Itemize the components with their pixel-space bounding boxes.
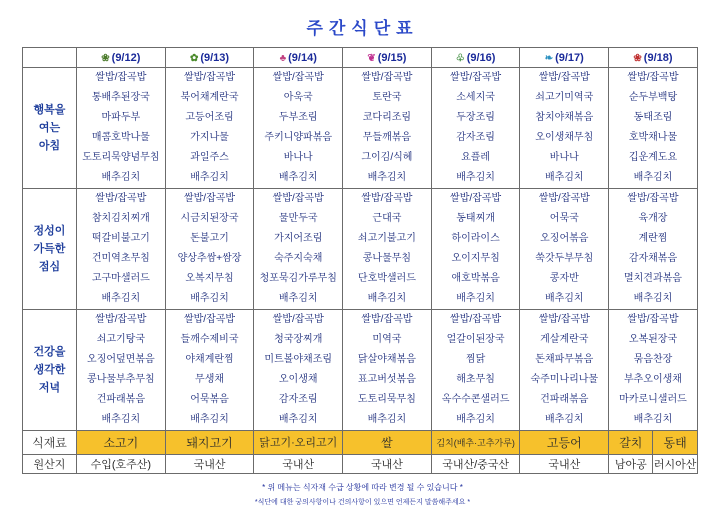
meal-label-line: 점심 — [38, 261, 61, 273]
menu-item: 배추김치 — [633, 293, 673, 304]
day-icon: ❦ — [367, 52, 376, 64]
menu-item: 청국장찌개 — [274, 334, 323, 345]
menu-item: 쇠고기불고기 — [357, 233, 416, 244]
menu-item: 오이지무침 — [451, 253, 500, 264]
day-date: (9/17) — [555, 51, 584, 64]
ingredient-cell: 김치(배추·고추가루) — [431, 431, 520, 455]
menu-item: 오이생채무침 — [535, 132, 594, 143]
menu-item: 하이라이스 — [451, 233, 500, 244]
menu-item: 배추김치 — [367, 414, 407, 425]
menu-item: 게살계란국 — [540, 334, 589, 345]
meal-cell — [343, 189, 432, 310]
menu-item: 오복된장국 — [628, 334, 678, 345]
menu-item: 콩나물무침 — [362, 253, 412, 264]
menu-item: 건파래볶음 — [540, 394, 589, 405]
menu-item: 쇠고기미역국 — [535, 92, 594, 103]
menu-change-note: * 위 메뉴는 식자재 수급 상황에 따라 변경 될 수 있습니다 * — [262, 483, 463, 492]
menu-item: 쌀밥/잡곡밥 — [95, 193, 147, 204]
menu-item: 쌀밥/잡곡밥 — [361, 193, 413, 204]
ingredient-row — [23, 431, 698, 455]
meal-label-line: 여는 — [38, 122, 61, 134]
menu-item: 어묵국 — [549, 213, 579, 224]
origin-cell: 국내산 — [343, 455, 432, 474]
menu-item: 오복지무침 — [185, 273, 234, 284]
origin-cell: 국내산 — [254, 455, 343, 474]
menu-item: 쌀밥/잡곡밥 — [450, 314, 502, 325]
weekly-menu-table — [22, 47, 698, 474]
menu-item: 묶음찬장 — [633, 354, 673, 365]
menu-item: 동태찌개 — [456, 213, 495, 224]
menu-item: 통배추된장국 — [91, 92, 150, 103]
origin-cell: 수입(호주산) — [77, 455, 166, 474]
ingredient-cell: 쌀 — [343, 431, 432, 455]
menu-item: 코다리조림 — [362, 112, 412, 123]
menu-item: 부추오이생채 — [623, 374, 682, 385]
menu-item: 단호박샐러드 — [357, 273, 416, 284]
day-date: (9/16) — [466, 51, 496, 64]
menu-item: 쌀밥/잡곡밥 — [538, 314, 590, 325]
menu-item: 건파래볶음 — [96, 394, 145, 405]
meal-label-line: 아침 — [38, 140, 61, 152]
menu-item: 호박채나물 — [628, 132, 678, 143]
menu-item: 쌀밥/잡곡밥 — [627, 314, 679, 325]
origin-cell: 국내산 — [520, 455, 609, 474]
menu-item: 배추김치 — [101, 293, 141, 304]
menu-item: 배추김치 — [633, 414, 673, 425]
menu-item: 과일주스 — [190, 152, 229, 163]
menu-item: 돈불고기 — [190, 233, 229, 244]
page-title: 주간식단표 — [306, 19, 419, 38]
day-header — [77, 48, 166, 68]
menu-item: 들깨수제비국 — [180, 334, 239, 345]
menu-item: 쌀밥/잡곡밥 — [538, 193, 590, 204]
menu-item: 계란찜 — [638, 233, 668, 244]
menu-item: 마파두부 — [101, 112, 141, 123]
menu-item: 배추김치 — [544, 293, 584, 304]
meal-row — [23, 310, 698, 431]
menu-item: 배추김치 — [101, 414, 141, 425]
meal-cell — [609, 310, 698, 431]
day-date: (9/12) — [111, 51, 141, 64]
menu-item: 배추김치 — [367, 293, 407, 304]
menu-item: 감자조림 — [278, 394, 318, 405]
day-date: (9/15) — [377, 51, 407, 64]
menu-item: 숙주지숙채 — [274, 253, 323, 264]
menu-item: 소세지국 — [456, 92, 495, 103]
day-header — [254, 48, 343, 68]
menu-item: 쌀밥/잡곡밥 — [95, 72, 147, 83]
menu-item: 닭살야채볶음 — [357, 354, 416, 365]
menu-item: 쌀밥/잡곡밥 — [272, 72, 324, 83]
menu-item: 돈채파무볶음 — [535, 354, 594, 365]
day-header — [343, 48, 432, 68]
ingredient-cell: 갈치 — [609, 431, 653, 455]
ingredient-cell: 돼지고기 — [165, 431, 254, 455]
ingredient-cell: 동태 — [653, 431, 697, 455]
meal-cell — [254, 68, 343, 189]
menu-item: 도토리묵양념무침 — [82, 152, 160, 163]
menu-item: 배추김치 — [456, 414, 495, 425]
meal-label-line: 생각한 — [33, 364, 66, 376]
menu-item: 토란국 — [372, 92, 402, 103]
menu-item: 오이생채 — [278, 374, 318, 385]
meal-cell — [254, 189, 343, 310]
meal-label-line: 가득한 — [33, 243, 66, 255]
meal-cell — [165, 189, 254, 310]
menu-item: 매콤호박나물 — [91, 132, 150, 143]
day-icon: ❀ — [633, 52, 642, 64]
menu-item: 쌀밥/잡곡밥 — [627, 72, 679, 83]
menu-item: 두부조림 — [278, 112, 318, 123]
origin-row — [23, 455, 698, 474]
meal-cell — [520, 310, 609, 431]
menu-item: 배추김치 — [633, 172, 673, 183]
origin-cell: 국내산/중국산 — [431, 455, 520, 474]
menu-item: 순두부백탕 — [628, 92, 678, 103]
ingredient-label: 식재료 — [23, 431, 77, 455]
ingredient-cell: 닭고기·오리고기 — [254, 431, 343, 455]
menu-item: 건미역초무침 — [91, 253, 150, 264]
origin-cell: 러시아산 — [653, 455, 697, 474]
meal-row — [23, 68, 698, 189]
menu-item: 배추김치 — [190, 172, 229, 183]
menu-item: 야채계란찜 — [185, 354, 234, 365]
menu-item: 아욱국 — [283, 92, 313, 103]
day-icon: ❧ — [544, 52, 554, 64]
menu-item: 도토리묵무침 — [357, 394, 416, 405]
day-header — [609, 48, 698, 68]
menu-item: 두장조림 — [456, 112, 495, 123]
meal-cell — [165, 68, 254, 189]
menu-item: 오징어덮면볶음 — [87, 354, 155, 365]
menu-item: 참치김치찌개 — [91, 213, 150, 224]
menu-item: 쌀밥/잡곡밥 — [183, 193, 236, 204]
menu-item: 표고버섯볶음 — [357, 374, 416, 385]
menu-item: 배추김치 — [544, 172, 584, 183]
day-date: (9/13) — [200, 51, 230, 64]
meal-cell — [609, 189, 698, 310]
meal-label — [23, 68, 77, 189]
menu-item: 떡갈비불고기 — [91, 233, 150, 244]
meal-cell — [254, 310, 343, 431]
menu-item: 얼갈이된장국 — [446, 334, 505, 345]
menu-item: 배추김치 — [190, 414, 229, 425]
menu-item: 쌀밥/잡곡밥 — [538, 72, 590, 83]
menu-item: 청포묵김가루무침 — [259, 273, 337, 284]
menu-item: 쌀밥/잡곡밥 — [361, 314, 413, 325]
menu-item: 배추김치 — [456, 293, 495, 304]
menu-item: 쌀밥/잡곡밥 — [627, 193, 679, 204]
menu-item: 배추김치 — [278, 414, 318, 425]
menu-item: 감자채볶음 — [628, 253, 678, 264]
menu-item: 물만두국 — [278, 213, 318, 224]
menu-item: 깁운계도요 — [628, 152, 678, 163]
meal-cell — [77, 310, 166, 431]
menu-item: 배추김치 — [278, 293, 318, 304]
menu-item: 배추김치 — [278, 172, 318, 183]
menu-item: 쌀밥/잡곡밥 — [450, 72, 502, 83]
menu-item: 쑥갓두부무침 — [535, 253, 594, 264]
day-date: (9/14) — [288, 51, 317, 64]
menu-item: 미트볼야채조림 — [264, 354, 333, 365]
menu-item: 그이김/식혜 — [361, 152, 413, 163]
menu-item: 숙주미나리나물 — [530, 374, 599, 385]
menu-item: 바나나 — [549, 152, 579, 163]
menu-item: 가지나물 — [190, 132, 229, 143]
menu-item: 애호박볶음 — [451, 273, 500, 284]
day-icon: ♣ — [279, 52, 287, 64]
day-icon: ✿ — [189, 52, 199, 64]
menu-item: 찜닭 — [465, 354, 486, 365]
menu-item: 근대국 — [372, 213, 402, 224]
meal-cell — [520, 189, 609, 310]
day-header — [165, 48, 254, 68]
menu-item: 멸치견과볶음 — [623, 273, 682, 284]
meal-label-line: 행복을 — [33, 104, 66, 116]
menu-item: 양상추쌈+쌈장 — [177, 253, 242, 264]
feedback-note: *식단에 대한 궁의사항이나 건의사항이 있으면 언제든지 말씀해주세요 * — [254, 499, 471, 506]
menu-item: 가지어조림 — [274, 233, 323, 244]
menu-item: 배추김치 — [367, 172, 407, 183]
menu-item: 쌀밥/잡곡밥 — [183, 72, 236, 83]
ingredient-cell: 소고기 — [77, 431, 166, 455]
menu-item: 배추김치 — [101, 172, 141, 183]
menu-item: 어묵볶음 — [190, 394, 229, 405]
meal-cell — [77, 68, 166, 189]
menu-item: 쌀밥/잡곡밥 — [272, 193, 324, 204]
menu-item: 오징어볶음 — [540, 233, 589, 244]
meal-cell — [431, 310, 520, 431]
menu-item: 배추김치 — [456, 172, 495, 183]
menu-item: 쌀밥/잡곡밥 — [272, 314, 324, 325]
menu-item: 콩자반 — [549, 273, 579, 284]
meal-cell — [520, 68, 609, 189]
menu-item: 주키니양파볶음 — [264, 132, 333, 143]
menu-item: 마카로니샐러드 — [619, 394, 687, 405]
meal-label-line: 정성이 — [33, 225, 66, 237]
meal-label-line: 건강을 — [33, 346, 66, 358]
meal-cell — [431, 68, 520, 189]
menu-item: 쇠고기탕국 — [96, 334, 145, 345]
menu-item: 참치야채볶음 — [535, 112, 594, 123]
menu-item: 육개장 — [638, 213, 668, 224]
day-header-row — [23, 48, 698, 68]
menu-item: 콩나물부추무침 — [87, 374, 155, 385]
day-header — [431, 48, 520, 68]
menu-item: 북어채계란국 — [180, 92, 239, 103]
meal-label — [23, 189, 77, 310]
menu-item: 미역국 — [372, 334, 402, 345]
meal-cell — [343, 310, 432, 431]
menu-item: 쌀밥/잡곡밥 — [361, 72, 413, 83]
menu-item: 쌀밥/잡곡밥 — [450, 193, 502, 204]
header-corner — [23, 48, 77, 68]
meal-label-line: 저녁 — [38, 382, 61, 394]
menu-item: 쌀밥/잡곡밥 — [183, 314, 236, 325]
menu-item: 감자조림 — [456, 132, 495, 143]
menu-item: 배추김치 — [190, 293, 229, 304]
day-icon: ❀ — [101, 52, 110, 64]
menu-item: 바나나 — [283, 152, 313, 163]
meal-cell — [165, 310, 254, 431]
origin-label: 원산지 — [23, 455, 77, 474]
menu-item: 동태조림 — [633, 112, 673, 123]
menu-item: 고등어조림 — [185, 112, 234, 123]
meal-cell — [431, 189, 520, 310]
menu-item: 배추김치 — [544, 414, 584, 425]
day-date: (9/18) — [643, 51, 673, 64]
menu-item: 무들깨볶음 — [362, 132, 412, 143]
origin-cell: 남아공 — [609, 455, 653, 474]
menu-item: 해초무침 — [456, 374, 495, 385]
day-icon: ♧ — [455, 52, 465, 64]
meal-cell — [343, 68, 432, 189]
ingredient-cell: 고등어 — [520, 431, 609, 455]
meal-cell — [77, 189, 166, 310]
origin-cell: 국내산 — [165, 455, 254, 474]
meal-row — [23, 189, 698, 310]
meal-cell — [609, 68, 698, 189]
day-header — [520, 48, 609, 68]
meal-label — [23, 310, 77, 431]
menu-item: 옥수수콘샐러드 — [441, 394, 510, 405]
menu-item: 쌀밥/잡곡밥 — [95, 314, 147, 325]
menu-item: 요플레 — [461, 152, 491, 163]
menu-item: 시금치된장국 — [180, 213, 239, 224]
menu-item: 무생채 — [195, 374, 225, 385]
menu-item: 고구마샐러드 — [91, 273, 150, 284]
